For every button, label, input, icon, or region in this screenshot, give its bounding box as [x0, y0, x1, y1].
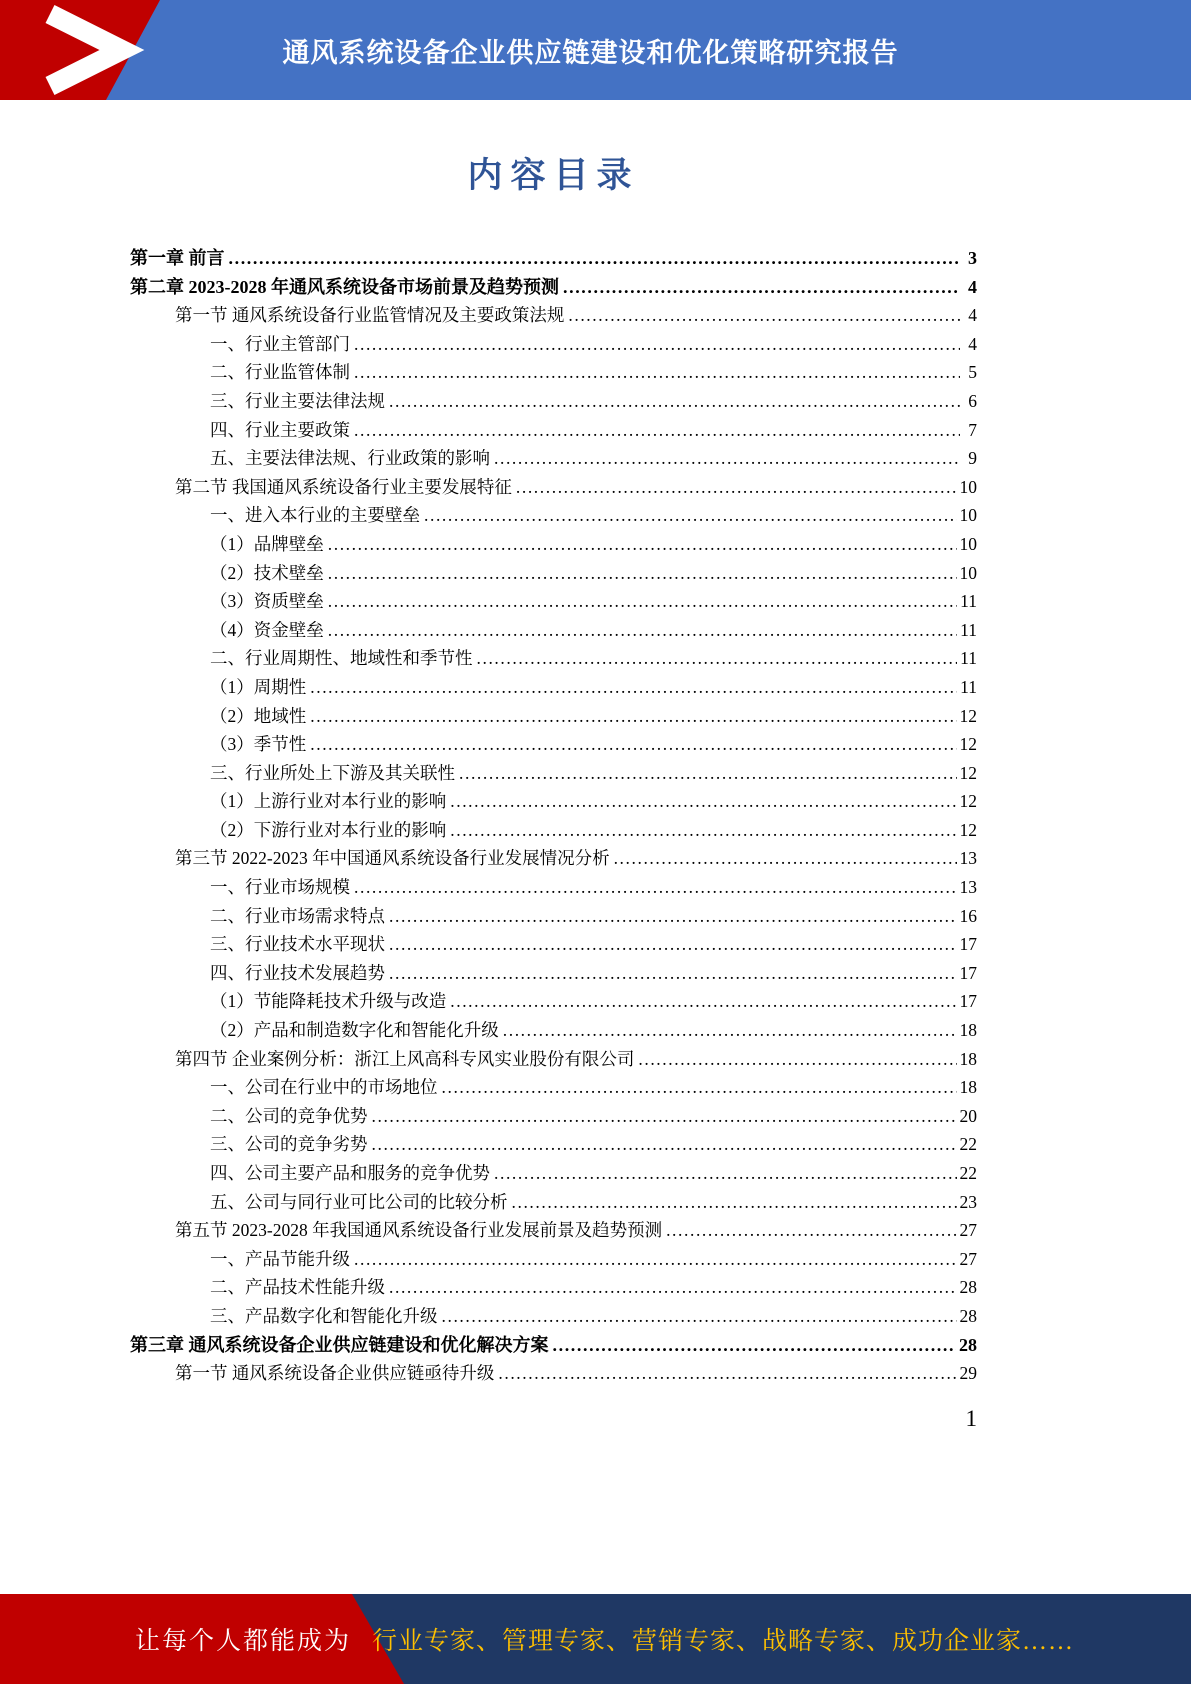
toc-entry-label: （2）技术壁垒 — [210, 562, 324, 583]
toc-entry-page: 7 — [968, 419, 977, 440]
toc-entry-label: （2）地域性 — [210, 705, 307, 726]
toc-entry[interactable] — [130, 1102, 977, 1131]
toc-entry-page: 28 — [959, 1277, 977, 1298]
toc-leader-dots — [310, 673, 957, 702]
toc-entry[interactable] — [130, 501, 977, 530]
toc-leader-dots — [328, 559, 957, 588]
toc-entry-label: 一、公司在行业中的市场地位 — [210, 1077, 438, 1098]
toc-entry[interactable] — [130, 301, 977, 330]
toc-leader-dots — [328, 587, 957, 616]
toc-leader-dots — [459, 759, 957, 788]
toc-entry-label: 三、行业技术水平现状 — [210, 934, 385, 955]
toc-entry[interactable] — [130, 587, 977, 616]
toc-entry-page: 29 — [959, 1363, 977, 1384]
toc-entry-page: 27 — [959, 1248, 977, 1269]
toc-entry-page: 5 — [968, 362, 977, 383]
toc-leader-dots — [498, 1359, 956, 1388]
toc-entry[interactable] — [130, 273, 977, 302]
toc-entry[interactable] — [130, 1359, 977, 1388]
toc-entry-page: 18 — [959, 1048, 977, 1069]
toc-entry-page: 4 — [968, 305, 977, 326]
page-body — [0, 148, 1191, 1432]
toc-entry-page: 10 — [959, 533, 977, 554]
toc-leader-dots — [553, 1331, 957, 1360]
toc-entry-label: （2）产品和制造数字化和智能化升级 — [210, 1020, 499, 1041]
toc-entry-page: 28 — [959, 1305, 977, 1326]
toc-leader-dots — [477, 644, 958, 673]
toc-entry-page: 10 — [959, 505, 977, 526]
toc-entry-page: 18 — [959, 1020, 977, 1041]
toc-entry-page: 4 — [968, 276, 977, 297]
toc-entry-page: 11 — [960, 619, 977, 640]
toc-entry-page: 22 — [959, 1134, 977, 1155]
toc-entry-label: 二、行业监管体制 — [210, 362, 350, 383]
toc-entry[interactable] — [130, 1159, 977, 1188]
toc-entry[interactable] — [130, 816, 977, 845]
toc-entry[interactable] — [130, 616, 977, 645]
toc-entry-label: 第一节 通风系统设备企业供应链亟待升级 — [175, 1363, 495, 1384]
toc-leader-dots — [563, 273, 960, 302]
toc-entry-label: （1）节能降耗技术升级与改造 — [210, 991, 447, 1012]
toc-entry-page: 23 — [959, 1191, 977, 1212]
toc-entry[interactable] — [130, 330, 977, 359]
toc-entry-page: 17 — [959, 991, 977, 1012]
toc-leader-dots — [389, 930, 957, 959]
toc-leader-dots — [310, 702, 956, 731]
toc-entry-page: 27 — [959, 1220, 977, 1241]
toc-entry-label: 一、产品节能升级 — [210, 1248, 350, 1269]
toc-leader-dots — [389, 387, 960, 416]
toc-entry[interactable] — [130, 759, 977, 788]
toc-entry-label: 二、公司的竞争优势 — [210, 1105, 368, 1126]
toc-entry-page: 12 — [959, 819, 977, 840]
toc-entry-page: 17 — [959, 934, 977, 955]
toc-entry-label: 三、行业主要法律法规 — [210, 390, 385, 411]
toc-entry-page: 11 — [960, 648, 977, 669]
toc-entry[interactable] — [130, 444, 977, 473]
report-header — [0, 0, 1191, 100]
page-number: 1 — [965, 1405, 977, 1431]
toc-entry-label: 三、公司的竞争劣势 — [210, 1134, 368, 1155]
toc-entry[interactable] — [130, 702, 977, 731]
toc-entry-label: 四、行业主要政策 — [210, 419, 350, 440]
toc-entry[interactable] — [130, 1188, 977, 1217]
toc-entry-label: 第三章 通风系统设备企业供应链建设和优化解决方案 — [130, 1334, 549, 1355]
toc-entry-label: 二、行业周期性、地域性和季节性 — [210, 648, 473, 669]
toc-entry[interactable] — [130, 787, 977, 816]
toc-leader-dots — [389, 902, 957, 931]
toc-leader-dots — [328, 530, 957, 559]
toc-leader-dots — [442, 1073, 957, 1102]
toc-entry[interactable] — [130, 644, 977, 673]
toc-entry-label: 一、行业主管部门 — [210, 333, 350, 354]
toc-leader-dots — [666, 1216, 956, 1245]
toc-leader-dots — [354, 358, 960, 387]
toc-leader-dots — [614, 844, 957, 873]
toc-leader-dots — [328, 616, 957, 645]
toc-entry-page: 10 — [959, 562, 977, 583]
toc-leader-dots — [389, 1273, 957, 1302]
toc-entry-label: 三、产品数字化和智能化升级 — [210, 1305, 438, 1326]
toc-entry-label: （1）上游行业对本行业的影响 — [210, 791, 447, 812]
toc-entry-label: 第二章 2023-2028 年通风系统设备市场前景及趋势预测 — [130, 276, 559, 297]
toc-leader-dots — [450, 816, 956, 845]
toc-entry-label: （1）品牌壁垒 — [210, 533, 324, 554]
toc-entry-page: 3 — [968, 248, 977, 268]
toc-entry-label: （4）资金壁垒 — [210, 619, 324, 640]
toc-entry[interactable] — [130, 844, 977, 873]
toc-entry[interactable] — [130, 358, 977, 387]
toc-entry-page: 6 — [968, 390, 977, 411]
toc-entry-page: 12 — [959, 762, 977, 783]
toc-entry-page: 28 — [959, 1334, 977, 1355]
toc-leader-dots — [516, 473, 957, 502]
toc-entry[interactable] — [130, 1245, 977, 1274]
toc-entry[interactable] — [130, 244, 977, 273]
toc-entry-label: 第一节 通风系统设备行业监管情况及主要政策法规 — [175, 305, 565, 326]
toc-leader-dots — [372, 1102, 957, 1131]
toc-leader-dots — [494, 1159, 957, 1188]
toc-entry-page: 16 — [959, 905, 977, 926]
report-title: 通风系统设备企业供应链建设和优化策略研究报告 — [282, 37, 899, 68]
red-flag-chevron-icon — [0, 0, 170, 100]
toc-entry-label: （2）下游行业对本行业的影响 — [210, 819, 447, 840]
toc-entry-page: 11 — [960, 591, 977, 612]
toc-entry-page: 13 — [959, 848, 977, 869]
toc-leader-dots — [494, 444, 960, 473]
toc-entry-label: 第四节 企业案例分析：浙江上风高科专风实业股份有限公司 — [175, 1048, 635, 1069]
toc-entry[interactable] — [130, 1273, 977, 1302]
toc-leader-dots — [354, 416, 960, 445]
toc-entry-label: 三、行业所处上下游及其关联性 — [210, 762, 455, 783]
toc-leader-dots — [354, 330, 960, 359]
toc-leader-dots — [450, 987, 956, 1016]
toc-leader-dots — [512, 1188, 957, 1217]
toc-entry[interactable] — [130, 730, 977, 759]
toc-entry-page: 12 — [959, 705, 977, 726]
toc-leader-dots — [310, 730, 956, 759]
toc-leader-dots — [568, 301, 960, 330]
toc-leader-dots — [503, 1016, 957, 1045]
toc-leader-dots — [638, 1045, 956, 1074]
toc-entry-label: 二、行业市场需求特点 — [210, 905, 385, 926]
toc-entry[interactable] — [130, 1302, 977, 1331]
toc-entry-page: 9 — [968, 448, 977, 469]
footer-slogan-left: 让每个人都能成为 — [135, 1628, 352, 1655]
toc-entry-label: （3）季节性 — [210, 734, 307, 755]
toc-entry-label: 第五节 2023-2028 年我国通风系统设备行业发展前景及趋势预测 — [175, 1220, 663, 1241]
toc-entry-page: 4 — [968, 333, 977, 354]
toc-entry-label: 第三节 2022-2023 年中国通风系统设备行业发展情况分析 — [175, 848, 610, 869]
toc-entry[interactable] — [130, 1331, 977, 1360]
toc-entry[interactable] — [130, 959, 977, 988]
toc-entry-page: 22 — [959, 1163, 977, 1183]
toc-entry[interactable] — [130, 1216, 977, 1245]
toc-entry-page: 20 — [959, 1105, 977, 1126]
toc-entry[interactable] — [130, 1045, 977, 1074]
toc-entry-label: 第一章 前言 — [130, 248, 225, 268]
page-footer — [0, 1594, 1191, 1684]
toc-entry[interactable] — [130, 673, 977, 702]
toc-leader-dots — [229, 244, 961, 273]
toc-entry-label: 二、产品技术性能升级 — [210, 1277, 385, 1298]
toc-entry-page: 12 — [959, 734, 977, 755]
toc-entry[interactable] — [130, 873, 977, 902]
toc-entry-page: 13 — [959, 877, 977, 898]
footer-slogan-right: 行业专家、管理专家、营销专家、战略专家、成功企业家…… — [372, 1628, 1075, 1655]
toc-entry[interactable] — [130, 473, 977, 502]
toc-entry-label: 五、主要法律法规、行业政策的影响 — [210, 448, 490, 469]
toc-entry[interactable] — [130, 1130, 977, 1159]
toc-entry-page: 17 — [959, 962, 977, 983]
toc-entry-label: 一、进入本行业的主要壁垒 — [210, 505, 420, 526]
toc-title: 内容目录 — [467, 156, 640, 195]
toc-entry[interactable] — [130, 530, 977, 559]
toc-entry-page: 18 — [959, 1077, 977, 1098]
toc-entry[interactable] — [130, 387, 977, 416]
toc-entry[interactable] — [130, 1073, 977, 1102]
toc-entry[interactable] — [130, 930, 977, 959]
toc-entry-label: （3）资质壁垒 — [210, 591, 324, 612]
toc-entry[interactable] — [130, 1016, 977, 1045]
toc-entry-page: 11 — [960, 676, 977, 697]
toc-leader-dots — [372, 1130, 957, 1159]
toc-entry-label: 五、公司与同行业可比公司的比较分析 — [210, 1191, 508, 1212]
toc-entry-page: 12 — [959, 791, 977, 812]
toc-leader-dots — [354, 873, 957, 902]
toc-entry-label: 四、公司主要产品和服务的竞争优势 — [210, 1163, 490, 1183]
toc-list — [130, 244, 977, 1388]
toc-leader-dots — [354, 1245, 957, 1274]
toc-leader-dots — [442, 1302, 957, 1331]
toc-entry[interactable] — [130, 559, 977, 588]
toc-entry-label: 一、行业市场规模 — [210, 877, 350, 898]
toc-entry[interactable] — [130, 987, 977, 1016]
toc-entry[interactable] — [130, 416, 977, 445]
toc-entry-label: （1）周期性 — [210, 676, 307, 697]
toc-leader-dots — [450, 787, 956, 816]
toc-entry[interactable] — [130, 902, 977, 931]
toc-entry-label: 四、行业技术发展趋势 — [210, 962, 385, 983]
toc-entry-page: 10 — [959, 476, 977, 497]
toc-leader-dots — [389, 959, 957, 988]
toc-leader-dots — [424, 501, 957, 530]
toc-entry-label: 第二节 我国通风系统设备行业主要发展特征 — [175, 476, 512, 497]
